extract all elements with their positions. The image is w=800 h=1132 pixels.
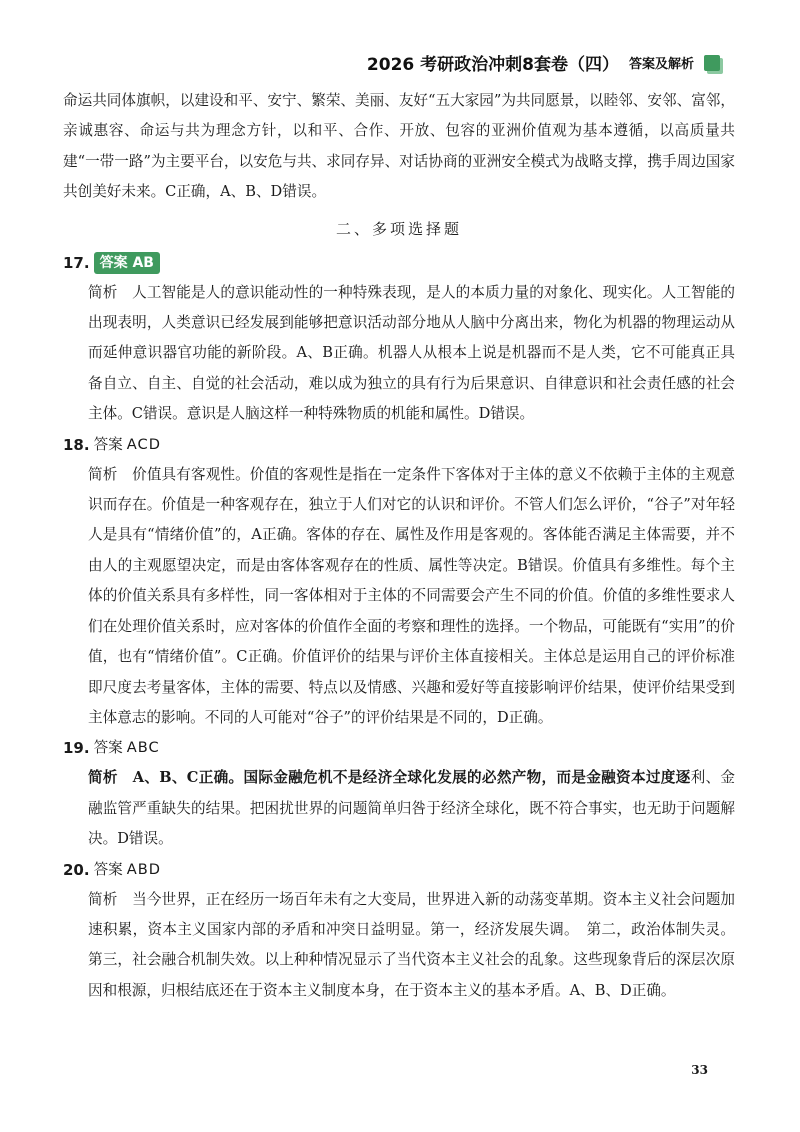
question-number: 20. <box>63 860 90 879</box>
section-title: 二、多项选择题 <box>335 219 462 238</box>
answer-label: 答案 <box>93 739 123 757</box>
document-body <box>63 86 735 1006</box>
book-icon <box>704 55 720 71</box>
question-18-answer <box>63 430 735 460</box>
question-19-explanation-bold: 简析 A、B、C正确。国际金融危机不是经济全球化发展的必然产物，而是金融资本过度逐 <box>88 769 691 787</box>
answer-label: 答案 <box>93 860 123 878</box>
header-subtitle: 答案及解析 <box>628 57 694 72</box>
question-number: 17. <box>63 253 90 272</box>
answer-value: ABC <box>126 739 160 757</box>
page-header <box>367 50 720 75</box>
question-number: 18. <box>63 435 90 454</box>
question-19-answer <box>63 733 735 763</box>
question-19-explanation <box>63 763 735 854</box>
header-title: 2026 考研政治冲刺8套卷（四） <box>366 55 619 75</box>
question-17-explanation: 简析 人工智能是人的意识能动性的一种特殊表现，是人的本质力量的对象化、现实化。人工智能的出现表明，人类意识已经发展到能够把意识活动部分地从人脑中分离出来，物化为机器的物理运动从而延伸意识器官功能的新阶段。A、B正确。机器人从根本上说是机器而不是人类，它不可能真正具备自立、自主、自觉的社会活动，难以成为独立的具有行为后果意识、自律意识和社会责任感的社会主体。C错误。意识是人脑这样一种特殊物质的机能和属性。D错误。 <box>88 283 735 423</box>
question-19-explanation-rest: 利、金融监管严重缺失的结果。把困扰世界的问题简单归咎于经济全球化，既不符合事实，也无助于问题解决。D错误。 <box>88 769 735 848</box>
question-17-answer <box>63 248 735 278</box>
answer-badge: 答案 AB <box>94 252 160 274</box>
page-number: 33 <box>691 1063 708 1077</box>
intro-paragraph: 命运共同体旗帜，以建设和平、安宁、繁荣、美丽、友好“五大家园”为共同愿景，以睦邻、安邻、富邻，亲诚惠容、命运与共为理念方针，以和平、合作、开放、包容的亚洲价值观为基本遵循，以高质量共建“一带一路”为主要平台，以安危与共、求同存异、对话协商的亚洲安全模式为战略支撑，携手周边国家共创美好未来。C正确，A、B、D错误。 <box>63 92 735 201</box>
question-20-answer <box>63 855 735 885</box>
answer-value: ABD <box>126 860 162 878</box>
question-number: 19. <box>63 739 90 758</box>
answer-label: 答案 <box>93 435 123 453</box>
question-20-explanation: 简析 当今世界，正在经历一场百年未有之大变局，世界进入新的动荡变革期。资本主义社会问题加速积累，资本主义国家内部的矛盾和冲突日益明显。第一，经济发展失调。 第二，政治体制失灵。第三，社会融合机制失效。以上种种情况显示了当代资本主义社会的乱象。这些现象背后的深层次原因和根源，归根结底还在于资本主义制度本身，在于资本主义的基本矛盾。A、B、D正确。 <box>88 890 735 999</box>
question-18-explanation: 简析 价值具有客观性。价值的客观性是指在一定条件下客体对于主体的意义不依赖于主体的主观意识而存在。价值是一种客观存在，独立于人们对它的认识和评价。不管人们怎么评价，“谷子”对年轻人是具有“情绪价值”的，A正确。客体的存在、属性及作用是客观的。客体能否满足主体需要，并不由人的主观愿望决定，而是由客体客观存在的性质、属性等决定。B错误。价值具有多维性。每个主体的价值关系具有多样性，同一客体相对于主体的不同需要会产生不同的价值。价值的多维性要求人们在处理价值关系时，应对客体的价值作全面的考察和理性的选择。一个物品，可能既有“实用”的价值，也有“情绪价值”。C正确。价值评价的结果与评价主体直接相关。主体总是运用自己的评价标准即尺度去考量客体，主体的需要、特点以及情感、兴趣和爱好等直接影响评价结果，使评价结果受到主体意志的影响。不同的人可能对“谷子”的评价结果是不同的，D正确。 <box>88 465 735 726</box>
answer-value: ACD <box>126 435 161 453</box>
